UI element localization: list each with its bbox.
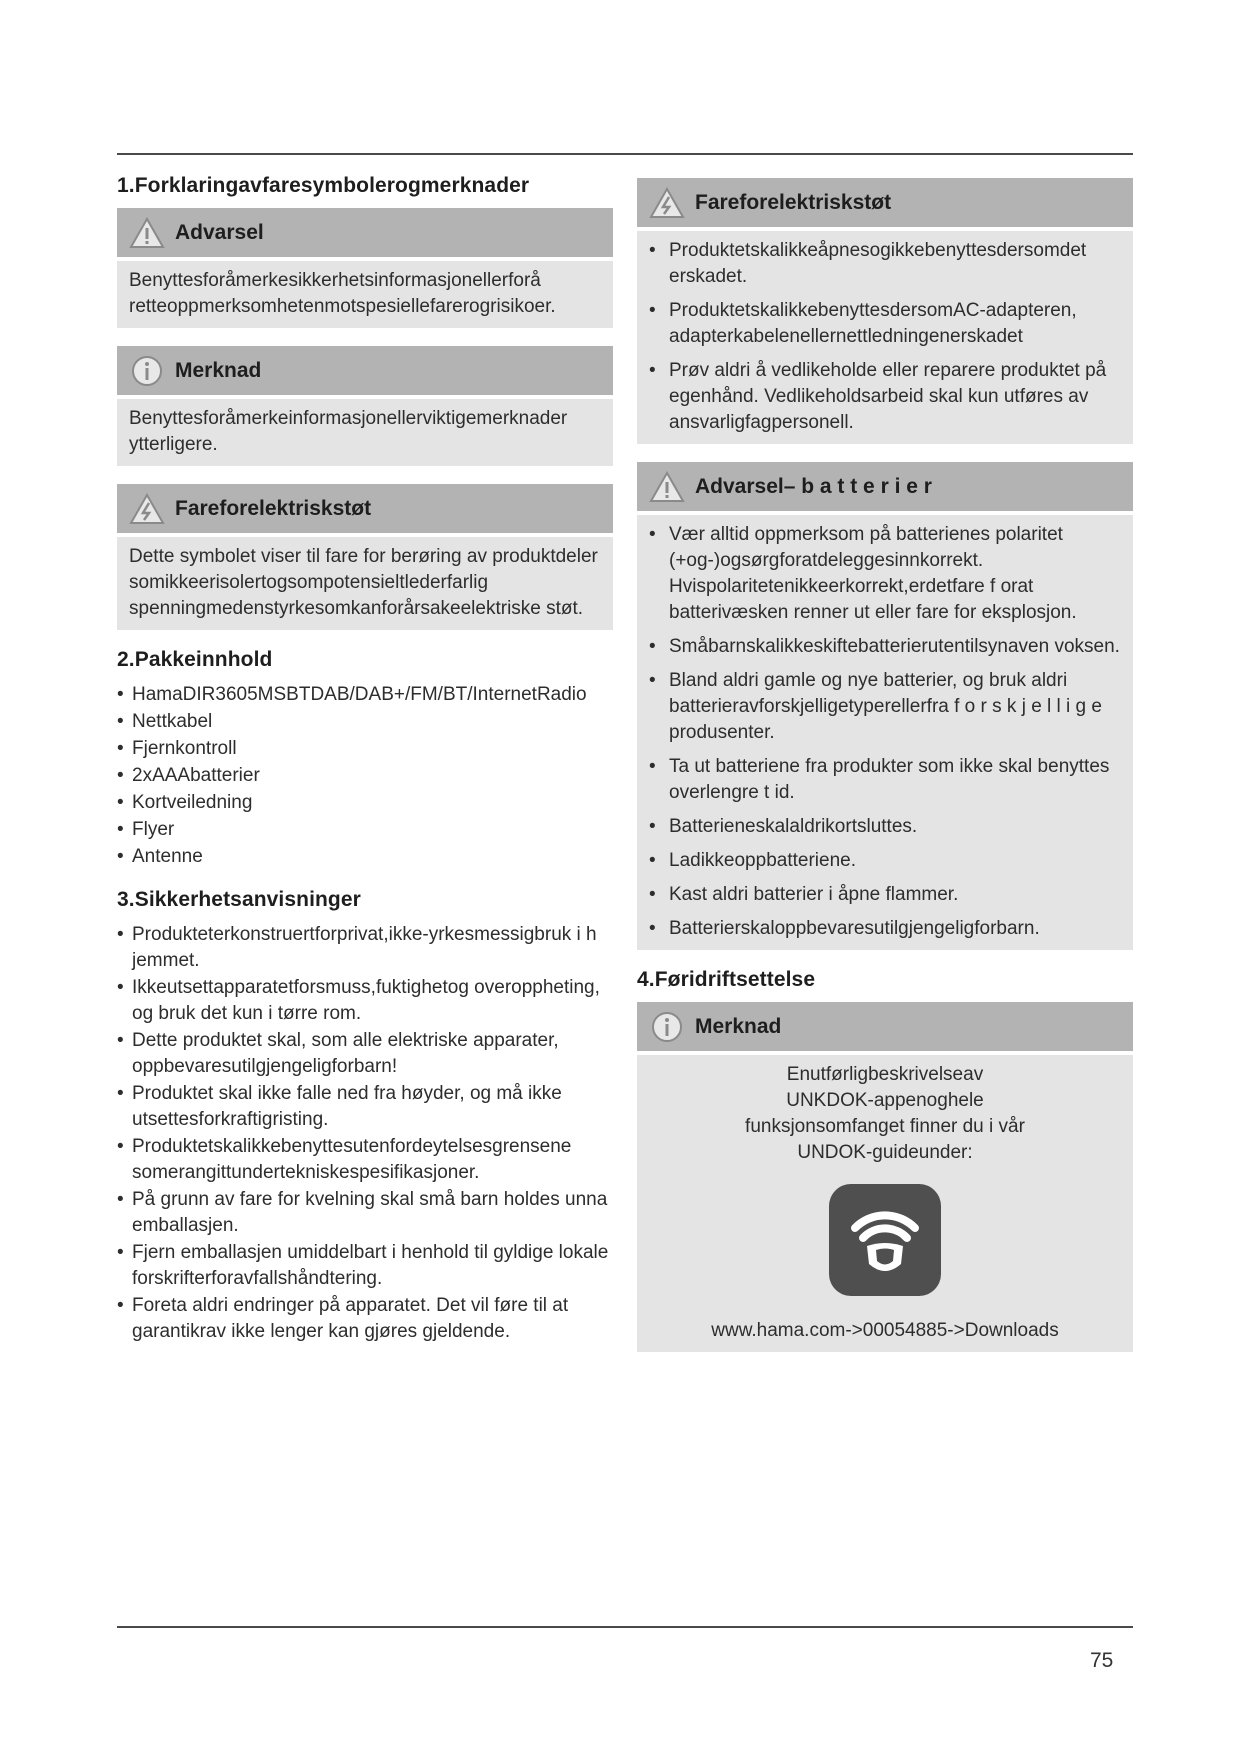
warning-icon: [649, 470, 685, 504]
fare-box-header: [117, 484, 613, 533]
list-item: • 2xAAAbatterier: [117, 763, 613, 789]
list-item: • Nettkabel: [117, 709, 613, 735]
section-4-title: 4.Føridriftsettelse: [637, 968, 816, 991]
fare-text: Dette symbolet viser til fare for berøring av produktdeler somikkeerisolertogsompotensieltlederfarlig spenningmedenstyrkesomkanforårsakeelektriske støt.: [117, 537, 613, 630]
list-item: • Fjern emballasjen umiddelbart i henhold til gyldige lokale forskrifterforavfallshåndtering.: [117, 1240, 613, 1292]
fare-box-2-header: [637, 178, 1133, 227]
list-item: • Vær alltid oppmerksom på batterienes polaritet (+og-)ogsørgforatdeleggesinnkorrekt. Hvispolaritetenikkeerkorrekt,erdetfare f orat batterivæsken renner ut eller fare for eksplosjon.: [649, 522, 1121, 626]
list-item: • På grunn av fare for kvelning skal små barn holdes unna emballasjen.: [117, 1187, 613, 1239]
undok-app-icon: [829, 1184, 941, 1296]
electric-shock-warning-icon: [649, 186, 685, 220]
list-item: • Produkteterkonstruertforprivat,ikke-yrkesmessigbruk i h jemmet.: [117, 922, 613, 974]
warning-icon: [129, 216, 165, 250]
list-item: • Dette produktet skal, som alle elektriske apparater, oppbevaresutilgjengeligforbarn!: [117, 1028, 613, 1080]
merknad-2-line: UNDOK-guideunder:: [797, 1142, 973, 1163]
merknad-title: Merknad: [175, 358, 262, 382]
batteries-title: Advarsel– b a t t e r i e r: [695, 474, 932, 498]
batteries-box: [637, 462, 1133, 950]
merknad-2-title: Merknad: [695, 1014, 782, 1038]
list-item: • Produktetskalikkebenyttesutenfordeytelsesgrensene somerangittundertekniskespesifikasjoner.: [117, 1134, 613, 1186]
list-item: • Produktet skal ikke falle ned fra høyder, og må ikke utsettesforkraftigristing.: [117, 1081, 613, 1133]
list-item: • Småbarnskalikkeskiftebatterierutentilsynaven voksen.: [649, 634, 1121, 660]
fare-2-body: [637, 231, 1133, 444]
list-item: • Batterierskaloppbevaresutilgjengeligforbarn.: [649, 916, 1121, 942]
merknad-2-line: Enutførligbeskrivelseav: [786, 1064, 984, 1085]
merknad-2-line: UNKDOK-appenoghele: [786, 1090, 984, 1111]
wifi-icon: [829, 1184, 941, 1296]
advarsel-text: Benyttesforåmerkesikkerhetsinformasjonellerforå retteoppmerksomhetenmotspesiellefarerogrisikoer.: [117, 261, 613, 328]
advarsel-box-header: [117, 208, 613, 257]
merknad-box: [117, 346, 613, 466]
section-1-title: 1.Forklaringavfaresymbolerogmerknader: [117, 174, 530, 197]
bottom-rule: [117, 1626, 1133, 1628]
merknad-2-line: funksjonsomfanget finner du i vår: [745, 1116, 1025, 1137]
list-item: • Produktetskalikkeåpnesogikkebenyttesdersomdet erskadet.: [649, 238, 1121, 290]
merknad-box-2-header: [637, 1002, 1133, 1051]
list-item: • Ladikkeoppbatteriene.: [649, 848, 1121, 874]
merknad-box-2: [637, 1002, 1133, 1352]
list-item: • Prøv aldri å vedlikeholde eller reparere produktet på egenhånd. Vedlikeholdsarbeid skal kun utføres av ansvarligfagpersonell.: [649, 358, 1121, 436]
top-rule: [117, 153, 1133, 155]
info-icon: [649, 1010, 685, 1044]
fare-box-2: [637, 178, 1133, 444]
electric-shock-warning-icon: [129, 492, 165, 526]
left-column: [117, 170, 613, 1346]
list-item: • Kast aldri batterier i åpne flammer.: [649, 882, 1121, 908]
info-icon: [129, 354, 165, 388]
batteries-body: [637, 515, 1133, 950]
safety-list: [117, 922, 613, 1345]
section-3-title: 3.Sikkerhetsanvisninger: [117, 888, 361, 911]
merknad-text: Benyttesforåmerkeinformasjonellerviktigemerknader ytterligere.: [117, 399, 613, 466]
list-item: • Batterieneskalaldrikortsluttes.: [649, 814, 1121, 840]
list-item: • ProduktetskalikkebenyttesdersomAC-adapteren, adapterkabelenellernettledningenerskadet: [649, 298, 1121, 350]
list-item: • Fjernkontroll: [117, 736, 613, 762]
batteries-box-header: [637, 462, 1133, 511]
list-item: • Foreta aldri endringer på apparatet. Det vil føre til at garantikrav ikke lenger kan gjøres gjeldende.: [117, 1293, 613, 1345]
list-item: • Kortveiledning: [117, 790, 613, 816]
fare-box: [117, 484, 613, 630]
advarsel-title: Advarsel: [175, 220, 264, 244]
package-contents-list: [117, 682, 613, 870]
list-item: • Ikkeutsettapparatetforsmuss,fuktighetog overoppheting, og bruk det kun i tørre rom.: [117, 975, 613, 1027]
fare-title: Fareforelektriskstøt: [175, 496, 372, 520]
list-item: • Flyer: [117, 817, 613, 843]
download-link[interactable]: www.hama.com->00054885->Downloads: [711, 1320, 1059, 1341]
section-2-title: 2.Pakkeinnhold: [117, 648, 273, 671]
list-item: • HamaDIR3605MSBTDAB/DAB+/FM/BT/InternetRadio: [117, 682, 613, 708]
list-item: • Bland aldri gamle og nye batterier, og bruk aldri batterieravforskjelligetyperellerfra f o r s k j e l l i g e produsenter.: [649, 668, 1121, 746]
page-number: 75: [1090, 1649, 1114, 1672]
merknad-box-header: [117, 346, 613, 395]
list-item: • Ta ut batteriene fra produkter som ikke skal benyttes overlengre t id.: [649, 754, 1121, 806]
list-item: • Antenne: [117, 844, 613, 870]
fare-2-title: Fareforelektriskstøt: [695, 190, 892, 214]
right-column: [637, 178, 1133, 1370]
merknad-2-body: [637, 1055, 1133, 1352]
advarsel-box: [117, 208, 613, 328]
